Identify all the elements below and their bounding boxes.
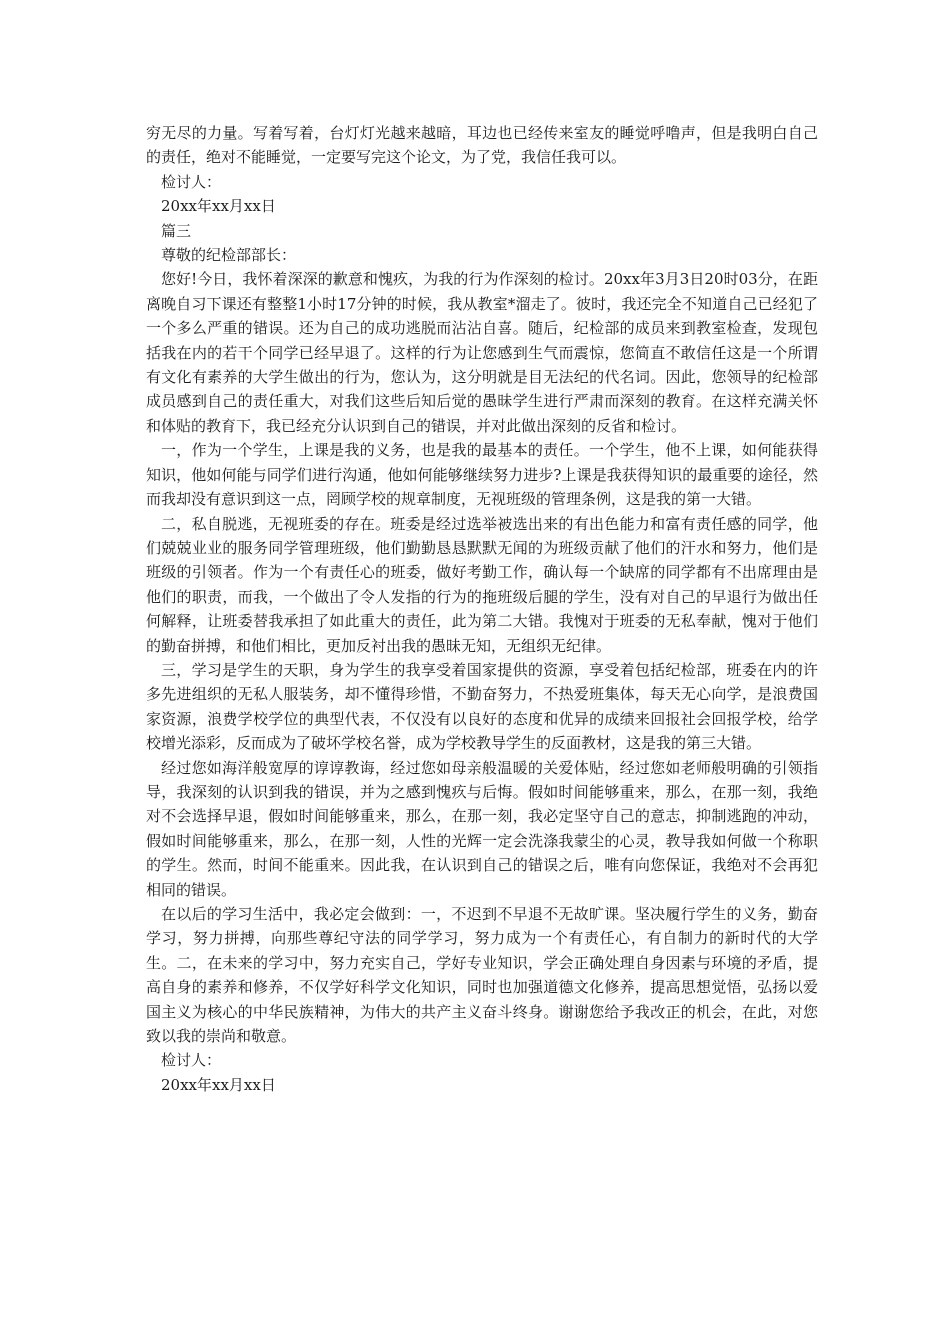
salutation: 尊敬的纪检部部长： xyxy=(161,246,297,265)
signature-label: 检讨人： xyxy=(161,172,222,191)
paragraph-reflection: 经过您如海洋般宽厚的谆谆教诲，经过您如母亲般温暖的关爱体贴，经过您如老师般明确的引领指导，我深刻的认识到我的错误，并为之感到愧疚与后悔。假如时间能够重来，那么，在那一刻，我绝对不会选择早退，假如时间能够重来，那么，在那一刻，我必定坚守自己的意志，抑制逃跑的冲动，假如时间能够重来，那么，在那一刻，人性的光辉一定会洗涤我蒙尘的心灵，教导我如何做一个称职的学生。然而，时间不能重来。因此我，在认识到自己的错误之后，唯有向您保证，我绝对不会再犯相同的错误。 xyxy=(146,758,818,899)
signature-date: 20xx年xx月xx日 xyxy=(161,1075,276,1094)
paragraph-commitment: 在以后的学习生活中，我必定会做到：一，不迟到不早退不无故旷课。坚决履行学生的义务，勤奋学习，努力拼搏，向那些尊纪守法的同学学习，努力成为一个有责任心，有自制力的新时代的大学生。二，在未来的学习中，努力充实自己，学好专业知识，学会正确处理自身因素与环境的矛盾，提高自身的素养和修养，不仅学好科学文化知识，同时也加强道德文化修养，提高思想觉悟，弘扬以爱国主义为核心的中华民族精神，为伟大的共产主义奋斗终身。谢谢您给予我改正的机会，在此，对您致以我的崇尚和敬意。 xyxy=(146,905,818,1046)
document-body xyxy=(146,121,818,1097)
paragraph-point-one: 一，作为一个学生，上课是我的义务，也是我的最基本的责任。一个学生，他不上课，如何能获得知识，他如何能与同学们进行沟通，他如何能够继续努力进步?上课是我获得知识的最重要的途径，然而我却没有意识到这一点，罔顾学校的规章制度，无视班级的管理条例，这是我的第一大错。 xyxy=(146,441,818,509)
paragraph-continuation: 穷无尽的力量。写着写着，台灯灯光越来越暗，耳边也已经传来室友的睡觉呼噜声，但是我明白自己的责任，绝对不能睡觉，一定要写完这个论文，为了党，我信任我可以。 xyxy=(146,124,818,167)
signature-date: 20xx年xx月xx日 xyxy=(161,197,276,216)
paragraph-point-three: 三，学习是学生的天职，身为学生的我享受着国家提供的资源，享受着包括纪检部，班委在内的许多先进组织的无私人服装务，却不懂得珍惜，不勤奋努力，不热爱班集体，每天无心向学，是浪费国家资源，浪费学校学位的典型代表，不仅没有以良好的态度和优异的成绩来回报社会回报学校，给学校增光添彩，反而成为了破坏学校名誉，成为学校教导学生的反面教材，这是我的第三大错。 xyxy=(146,660,818,753)
signature-label: 检讨人： xyxy=(161,1051,222,1070)
section-heading: 篇三 xyxy=(161,221,192,240)
paragraph-point-two: 二，私自脱逃，无视班委的存在。班委是经过选举被选出来的有出色能力和富有责任感的同学，他们兢兢业业的服务同学管理班级，他们勤勤恳恳默默无闻的为班级贡献了他们的汗水和努力，他们是班级的引领者。作为一个有责任心的班委，做好考勤工作，确认每一个缺席的同学都有不出席理由是他们的职责，而我，一个做出了令人发指的行为的拖班级后腿的学生，没有对自己的早退行为做出任何解释，让班委替我承担了如此重大的责任，此为第二大错。我愧对于班委的无私奉献，愧对于他们的勤奋拼搏，和他们相比，更加反衬出我的愚昧无知，无组织无纪律。 xyxy=(146,514,818,655)
paragraph-opening: 您好!今日，我怀着深深的歉意和愧疚，为我的行为作深刻的检讨。20xx年3月3日20时03分，在距离晚自习下课还有整整1小时17分钟的时候，我从教室*溜走了。彼时，我还完全不知道自己已经犯了一个多么严重的错误。还为自己的成功逃脱而沾沾自喜。随后，纪检部的成员来到教室检查，发现包括我在内的若干个同学已经早退了。这样的行为让您感到生气而震惊，您简直不敢信任这是一个所谓有文化有素养的大学生做出的行为，您认为，这分明就是目无法纪的代名词。因此，您领导的纪检部成员感到自己的责任重大，对我们这些后知后觉的愚昧学生进行严肃而深刻的教育。在这样充满关怀和体贴的教育下，我已经充分认识到自己的错误，并对此做出深刻的反省和检讨。 xyxy=(146,270,818,435)
